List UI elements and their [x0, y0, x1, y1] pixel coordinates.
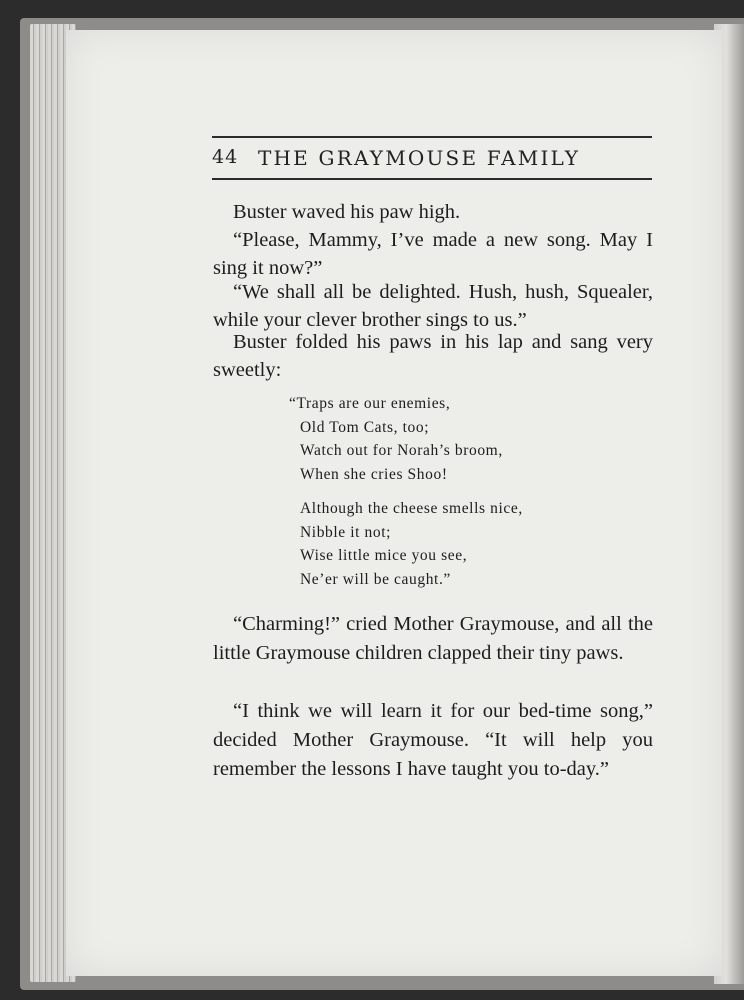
paragraph: “Please, Mammy, I’ve made a new song. May I sing it now?”: [213, 229, 653, 279]
poem-line: Wise little mice you see,: [300, 547, 468, 564]
paragraph: “We shall all be delighted. Hush, hush, Squealer, while your clever brother sings to us.”: [213, 281, 653, 331]
paragraph: “I think we will learn it for our bed-time song,” decided Mother Graymouse. “It will help you remember the lessons I have taught you to-day.”: [213, 700, 653, 780]
poem-line: When she cries Shoo!: [300, 465, 448, 483]
poem-line: “Traps are our enemies,: [289, 395, 451, 412]
paragraph: Buster waved his paw high.: [233, 201, 461, 223]
poem-line: Ne’er will be caught.”: [300, 570, 451, 588]
page-number: 44: [212, 146, 239, 168]
header-rule-bottom: [212, 178, 652, 180]
poem-line: Although the cheese smells nice,: [300, 500, 523, 517]
poem-stanza-1: [289, 392, 503, 486]
paragraph: Buster folded his paws in his lap and sang very sweetly:: [213, 331, 653, 381]
poem-stanza-2: [289, 497, 523, 591]
running-head: [212, 142, 652, 174]
paragraph: “Charming!” cried Mother Graymouse, and all the little Graymouse children clapped their tiny paws.: [213, 613, 653, 664]
poem-line: Old Tom Cats, too;: [300, 418, 430, 436]
header-rule-top: [212, 136, 652, 138]
poem-line: Watch out for Norah’s broom,: [300, 442, 503, 459]
poem-line: Nibble it not;: [300, 523, 392, 541]
book-title: THE GRAYMOUSE FAMILY: [258, 146, 581, 170]
